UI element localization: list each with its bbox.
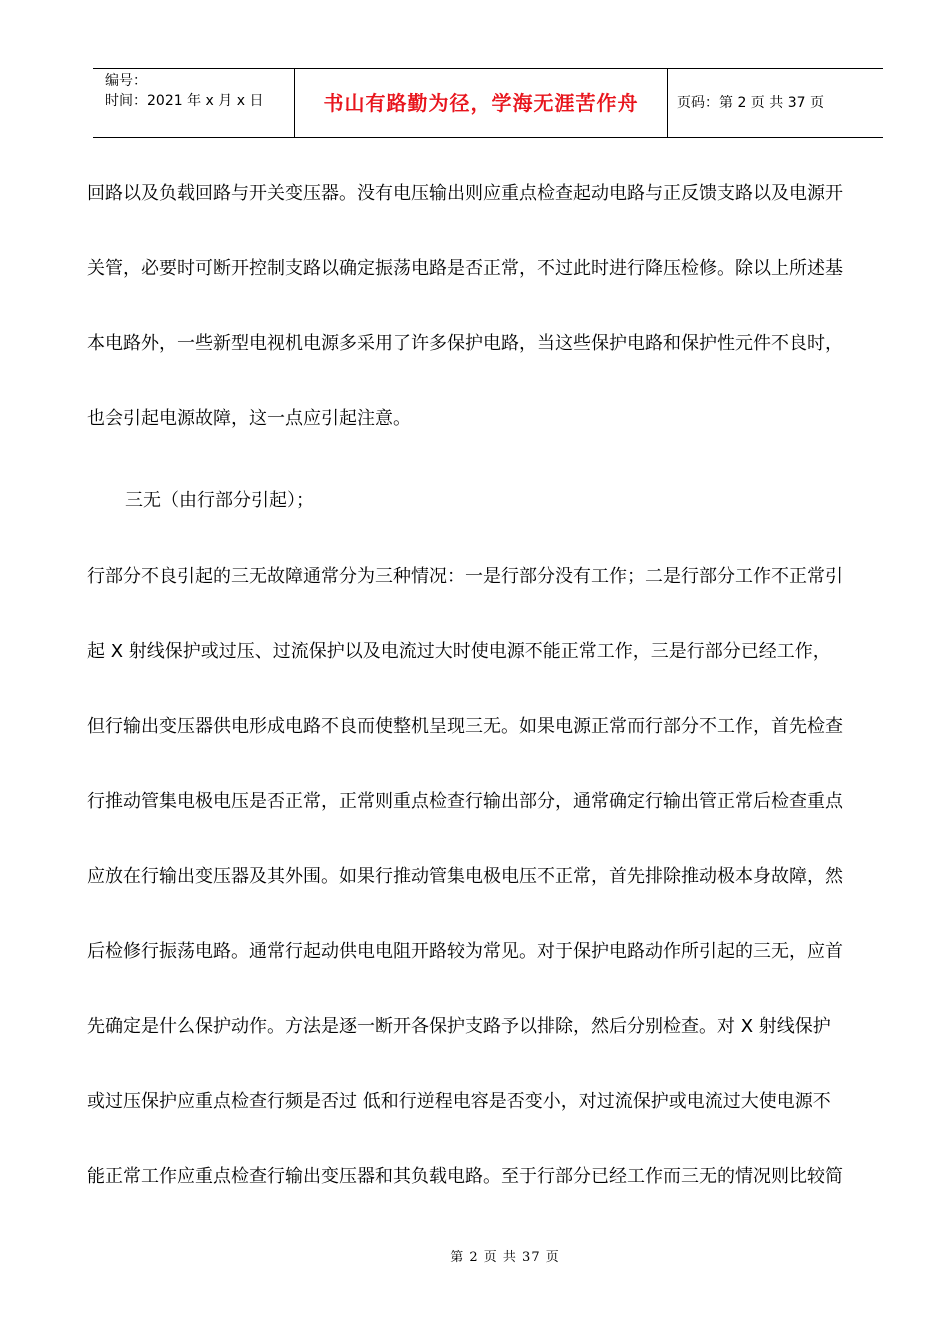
text-line: 后检修行振荡电路。通常行起动供电电阻开路较为常见。对于保护电路动作所引起的三无，应首 [87,941,843,962]
header-divider [667,69,668,137]
section-heading [125,463,935,538]
paragraph-power-circuit [87,156,897,456]
document-time-label: 时间：2021 年 x 月 x 日 [105,93,264,109]
page-footer: 第 2 页 共 37 页 [450,1250,560,1265]
text-line: 能正常工作应重点检查行输出变压器和其负载电路。至于行部分已经工作而三无的情况则比较简 [87,1166,843,1187]
text-line: 但行输出变压器供电形成电路不良而使整机呈现三无。如果电源正常而行部分不工作，首先检查 [87,716,843,737]
heading-text: 三无（由行部分引起）； [125,490,314,511]
text-line: 或过压保护应重点检查行频是否过 低和行逆程电容是否变小，对过流保护或电流过大使电源不 [87,1091,831,1112]
text-line: 先确定是什么保护动作。方法是逐一断开各保护支路予以排除，然后分别检查。对 X 射线保护 [87,1016,831,1037]
text-line: 回路以及负载回路与开关变压器。没有电压输出则应重点检查起动电路与正反馈支路以及电源开 [87,183,843,204]
text-line: 行推动管集电极电压是否正常，正常则重点检查行输出部分，通常确定行输出管正常后检查重点 [87,791,843,812]
document-number-label: 编号： [105,73,147,89]
text-line: 也会引起电源故障，这一点应引起注意。 [87,408,411,429]
text-line: 行部分不良引起的三无故障通常分为三种情况：一是行部分没有工作；二是行部分工作不正常引 [87,566,843,587]
text-line: 起 X 射线保护或过压、过流保护以及电流过大时使电源不能正常工作，三是行部分已经工作， [87,641,831,662]
header-page-info: 页码：第 2 页 共 37 页 [677,95,824,111]
paragraph-horizontal-section [87,539,897,1214]
text-line: 关管，必要时可断开控制支路以确定振荡电路是否正常，不过此时进行降压检修。除以上所述基 [87,258,843,279]
header-motto: 书山有路勤为径，学海无涯苦作舟 [323,91,639,115]
header-left-cell [105,71,263,111]
text-line: 本电路外，一些新型电视机电源多采用了许多保护电路，当这些保护电路和保护性元件不良时， [87,333,843,354]
page-header [93,68,883,138]
text-line: 应放在行输出变压器及其外围。如果行推动管集电极电压不正常，首先排除推动极本身故障，然 [87,866,843,887]
